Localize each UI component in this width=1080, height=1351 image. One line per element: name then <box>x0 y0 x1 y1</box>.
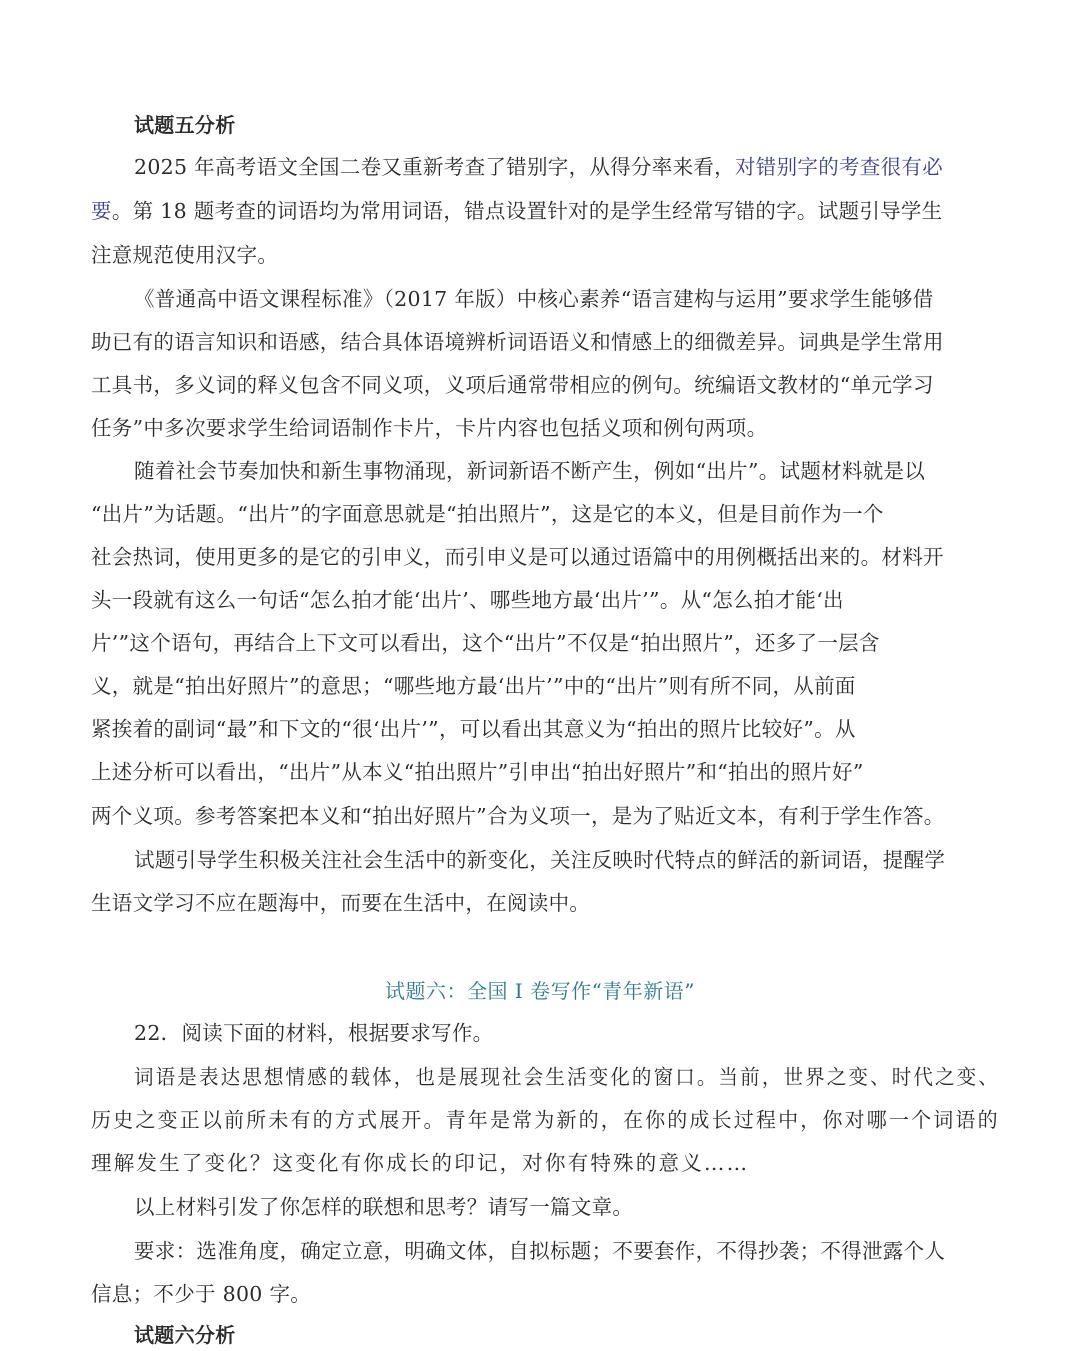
p3-line: 片’”这个语句，再结合上下文可以看出，这个“出片”不仅是“拍出照片”，还多了一层含 <box>91 631 880 655</box>
p1-highlight-text-end: 要 <box>91 199 112 223</box>
p1-line2-text: 。第 18 题考查的词语均为常用词语，错点设置针对的是学生经常写错的字。试题引导学生 <box>111 199 943 223</box>
p3-line: 社会热词，使用更多的是它的引申义，而引申义是可以通过语篇中的用例概括出来的。材料开 <box>91 545 944 569</box>
prompt-line: 以上材料引发了你怎样的联想和思考？请写一篇文章。 <box>134 1195 634 1219</box>
requirement-line: 要求：选准角度，确定立意，明确文体，自拟标题；不要套作，不得抄袭；不得泄露个人 <box>134 1239 946 1263</box>
p4-line: 生语文学习不应在题海中，而要在生活中，在阅读中。 <box>91 891 591 915</box>
p4-line: 试题引导学生积极关注社会生活中的新变化，关注反映时代特点的鲜活的新词语，提醒学 <box>134 848 946 872</box>
p1-line3: 注意规范使用汉字。 <box>91 243 279 267</box>
p2-line: 工具书，多义词的释义包含不同义项，义项后通常带相应的例句。统编语文教材的“单元学习 <box>91 373 934 397</box>
material-line: 词语是表达思想情感的载体，也是展现社会生活变化的窗口。当前，世界之变、时代之变、 <box>134 1065 1000 1089</box>
p3-line: “出片”为话题。“出片”的字面意思就是“拍出照片”，这是它的本义，但是目前作为一个 <box>91 502 884 526</box>
question-line: 22．阅读下面的材料，根据要求写作。 <box>134 1021 494 1045</box>
p2-line: 助已有的语言知识和语感，结合具体语境辨析词语语义和情感上的细微差异。词典是学生常用 <box>91 330 944 354</box>
p1-line1 <box>134 152 943 182</box>
material-line: 理解发生了变化？这变化有你成长的印记，对你有特殊的意义…… <box>91 1151 750 1175</box>
p1-line1-text: 2025 年高考语文全国二卷又重新考查了错别字，从得分率来看， <box>134 155 735 179</box>
section6-title: 试题六：全国 I 卷写作“青年新语” <box>384 979 696 1003</box>
p3-line: 义，就是“拍出好照片”的意思；“哪些地方最‘出片’”中的“出片”则有所不同，从前面 <box>91 674 856 698</box>
section5-heading: 试题五分析 <box>134 113 236 137</box>
p3-line: 随着社会节奏加快和新生事物涌现，新词新语不断产生，例如“出片”。试题材料就是以 <box>134 459 926 483</box>
p2-line: 任务”中多次要求学生给词语制作卡片，卡片内容也包括义项和例句两项。 <box>91 416 768 440</box>
p2-line: 《普通高中语文课程标准》（2017 年版）中核心素养“语言建构与运用”要求学生能够借 <box>134 287 934 311</box>
p3-line: 头一段就有这么一句话“怎么拍才能‘出片’、哪些地方最‘出片’”。从“怎么拍才能‘出 <box>91 588 844 612</box>
p3-line: 两个义项。参考答案把本义和“拍出好照片”合为义项一，是为了贴近文本，有利于学生作答。 <box>91 804 945 828</box>
section6-analysis-heading: 试题六分析 <box>134 1323 236 1347</box>
requirement-line: 信息；不少于 800 字。 <box>91 1282 312 1306</box>
p1-line2 <box>91 196 943 226</box>
p1-highlight-text: 对错别字的考查很有必 <box>735 155 943 179</box>
p3-line: 紧挨着的副词“最”和下文的“很‘出片’”，可以看出其意义为“拍出的照片比较好”。从 <box>91 717 856 741</box>
material-line: 历史之变正以前所未有的方式展开。青年是常为新的，在你的成长过程中，你对哪一个词语的 <box>91 1108 1000 1132</box>
p3-line: 上述分析可以看出，“出片”从本义“拍出照片”引申出“拍出好照片”和“拍出的照片好” <box>91 760 864 784</box>
